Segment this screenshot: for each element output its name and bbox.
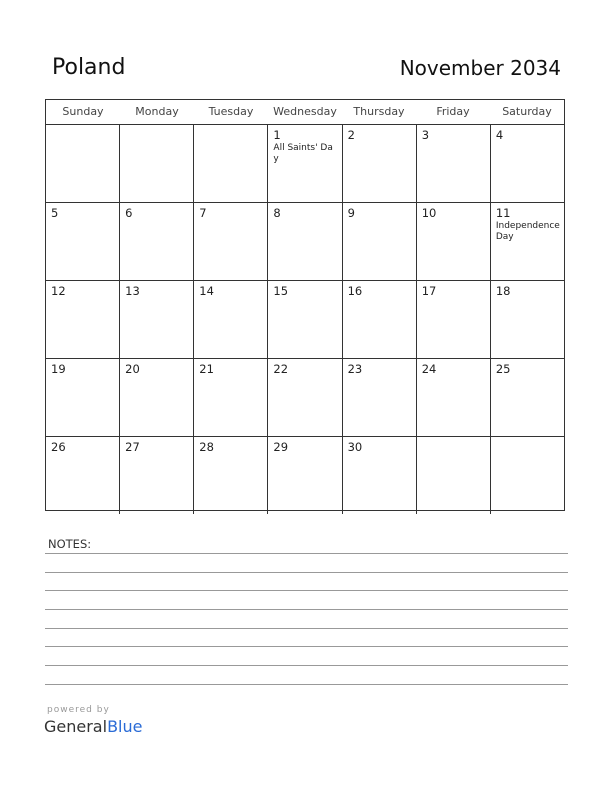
day-number: 19 bbox=[51, 362, 66, 376]
day-number: 27 bbox=[125, 440, 140, 454]
note-line bbox=[45, 553, 568, 554]
day-cell bbox=[120, 281, 194, 358]
notes-label: NOTES: bbox=[48, 537, 92, 551]
day-number: 24 bbox=[421, 362, 437, 376]
note-line bbox=[45, 646, 568, 647]
week-row bbox=[46, 203, 564, 281]
powered-by-text: powered by bbox=[47, 705, 110, 715]
holiday-label: Independence Day bbox=[495, 221, 560, 242]
day-number: 18 bbox=[495, 284, 511, 298]
weekday-sunday: Sunday bbox=[62, 105, 104, 118]
day-cell bbox=[491, 203, 564, 280]
weeks-container bbox=[46, 125, 564, 514]
month-title: November 2034 bbox=[399, 56, 561, 80]
note-line bbox=[45, 628, 568, 629]
weekday-wednesday: Wednesday bbox=[273, 105, 337, 118]
day-number: 4 bbox=[495, 128, 504, 142]
week-row bbox=[46, 281, 564, 359]
day-cell bbox=[46, 203, 120, 280]
weekday-friday: Friday bbox=[436, 105, 470, 118]
day-number: 29 bbox=[273, 440, 289, 454]
holiday-label: All Saints' Day bbox=[273, 143, 333, 164]
day-number: 30 bbox=[347, 440, 363, 454]
day-number: 7 bbox=[199, 206, 207, 220]
day-cell bbox=[46, 281, 120, 358]
brand-logo bbox=[44, 717, 142, 736]
day-number: 3 bbox=[421, 128, 430, 142]
day-number: 2 bbox=[347, 128, 355, 142]
day-number: 12 bbox=[51, 284, 66, 298]
note-line bbox=[45, 609, 568, 610]
week-row bbox=[46, 125, 564, 203]
week-row bbox=[46, 437, 564, 514]
weekday-saturday: Saturday bbox=[502, 105, 552, 118]
day-cell bbox=[343, 359, 417, 436]
day-cell bbox=[343, 203, 417, 280]
day-cell bbox=[491, 125, 564, 202]
day-number: 9 bbox=[347, 206, 355, 220]
brand-general: General bbox=[44, 717, 108, 736]
calendar-grid bbox=[45, 99, 565, 511]
day-cell bbox=[194, 203, 268, 280]
day-cell bbox=[194, 359, 268, 436]
day-number: 28 bbox=[199, 440, 214, 454]
day-cell bbox=[120, 203, 194, 280]
day-cell bbox=[343, 437, 417, 514]
day-cell bbox=[268, 359, 342, 436]
day-number: 23 bbox=[347, 362, 363, 376]
day-cell bbox=[491, 359, 564, 436]
weekday-thursday: Thursday bbox=[353, 105, 405, 118]
day-cell bbox=[120, 359, 194, 436]
week-row bbox=[46, 359, 564, 437]
day-number: 8 bbox=[273, 206, 281, 220]
day-cell bbox=[417, 125, 491, 202]
day-cell bbox=[120, 437, 194, 514]
note-line bbox=[45, 684, 568, 685]
day-cell bbox=[46, 125, 120, 202]
day-number: 25 bbox=[495, 362, 511, 376]
note-line bbox=[45, 590, 568, 591]
day-cell bbox=[491, 437, 564, 514]
day-cell bbox=[194, 125, 268, 202]
weekday-monday: Monday bbox=[135, 105, 179, 118]
day-number: 10 bbox=[421, 206, 437, 220]
day-cell bbox=[120, 125, 194, 202]
day-cell bbox=[417, 359, 491, 436]
day-cell bbox=[46, 437, 120, 514]
day-number: 16 bbox=[347, 284, 363, 298]
day-number: 22 bbox=[273, 362, 289, 376]
country-title: Poland bbox=[52, 55, 126, 80]
note-line bbox=[45, 665, 568, 666]
day-number: 6 bbox=[125, 206, 133, 220]
day-cell bbox=[46, 359, 120, 436]
day-cell bbox=[343, 281, 417, 358]
day-number: 26 bbox=[51, 440, 66, 454]
day-number: 17 bbox=[421, 284, 437, 298]
day-number: 21 bbox=[199, 362, 214, 376]
day-number: 11 bbox=[495, 206, 511, 220]
day-cell bbox=[417, 437, 491, 514]
day-cell bbox=[194, 437, 268, 514]
day-cell bbox=[268, 125, 342, 202]
day-number: 1 bbox=[273, 128, 281, 142]
note-line bbox=[45, 572, 568, 573]
day-number: 13 bbox=[125, 284, 140, 298]
day-cell bbox=[491, 281, 564, 358]
weekday-header-row bbox=[46, 100, 564, 125]
day-cell bbox=[417, 203, 491, 280]
day-cell bbox=[268, 281, 342, 358]
brand-blue: Blue bbox=[107, 717, 143, 736]
weekday-tuesday: Tuesday bbox=[208, 105, 254, 118]
day-cell bbox=[268, 437, 342, 514]
day-number: 20 bbox=[125, 362, 140, 376]
day-cell bbox=[343, 125, 417, 202]
day-cell bbox=[417, 281, 491, 358]
day-number: 15 bbox=[273, 284, 289, 298]
day-cell bbox=[268, 203, 342, 280]
day-cell bbox=[194, 281, 268, 358]
day-number: 14 bbox=[199, 284, 214, 298]
day-number: 5 bbox=[51, 206, 59, 220]
